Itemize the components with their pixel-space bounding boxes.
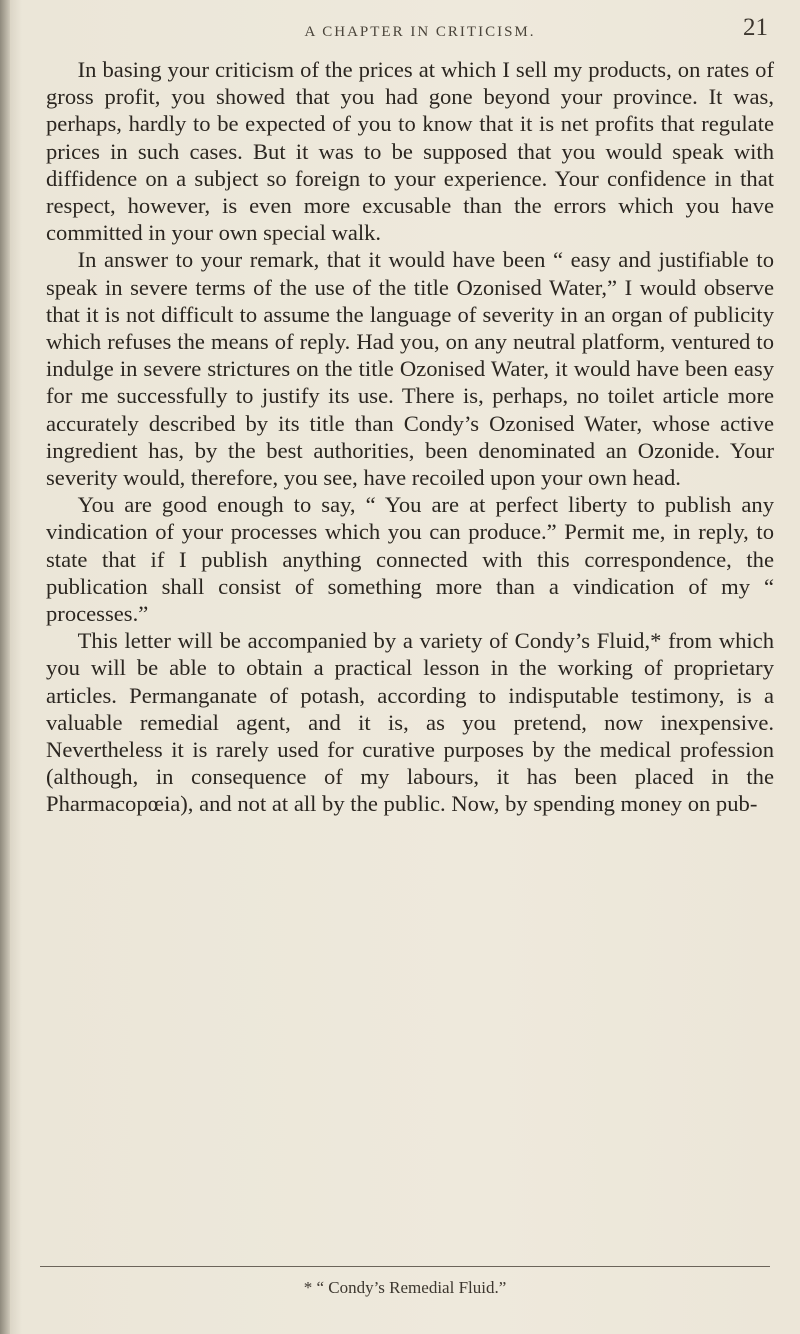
paragraph: In answer to your remark, that it would have been “ easy and justifiable to speak in severe terms of the use of the title Ozonised Water,” I would observe that it is not difficult to assume the language of severity in an organ of publicity which refuses the means of reply. Had you, on any neutral platform, ventured to indulge in severe strictures on the title Ozonised Water, it would have been easy for me successfully to justify its use. There is, perhaps, no toilet article more accurately described by its title than Condy’s Ozonised Water, whose active ingredient has, by the best authorities, been denominated an Ozonide. Your severity would, therefore, you see, have recoiled upon your own head. — [46, 247, 774, 491]
footnote-rule — [40, 1266, 770, 1267]
paragraph: You are good enough to say, “ You are at perfect liberty to publish any vindication of your processes which you can produce.” Permit me, in reply, to state that if I publish anything connected with this correspondence, the publication shall consist of something more than a vindication of my “ processes.” — [46, 492, 774, 627]
footnote: * “ Condy’s Remedial Fluid.” — [303, 1278, 507, 1297]
running-head: A CHAPTER IN CRITICISM. — [304, 24, 536, 40]
page-header — [40, 14, 800, 54]
page-gutter-shadow — [0, 0, 10, 1334]
page-number: 21 — [743, 14, 768, 41]
paragraph: In basing your criticism of the prices at which I sell my products, on rates of gross profit, you showed that you had gone beyond your province. It was, perhaps, hardly to be expected of you to know that it is net profits that regulate prices in such cases. But it was to be supposed that you would speak with diffidence on a subject so foreign to your experience. Your confidence in that respect, however, is even more excusable than the errors which you have committed in your own special walk. — [46, 57, 774, 246]
body-text — [46, 56, 774, 818]
paragraph: This letter will be accompanied by a variety of Condy’s Fluid,* from which you will be able to obtain a practical lesson in the working of proprietary articles. Permanganate of potash, according to indisputable testimony, is a valuable remedial agent, and it is, as you pretend, now inexpensive. Nevertheless it is rarely used for curative purposes by the medical profession (although, in consequence of my labours, it has been placed in the Pharmacopœia), and not at all by the public. Now, by spending money on pub- — [46, 628, 774, 817]
